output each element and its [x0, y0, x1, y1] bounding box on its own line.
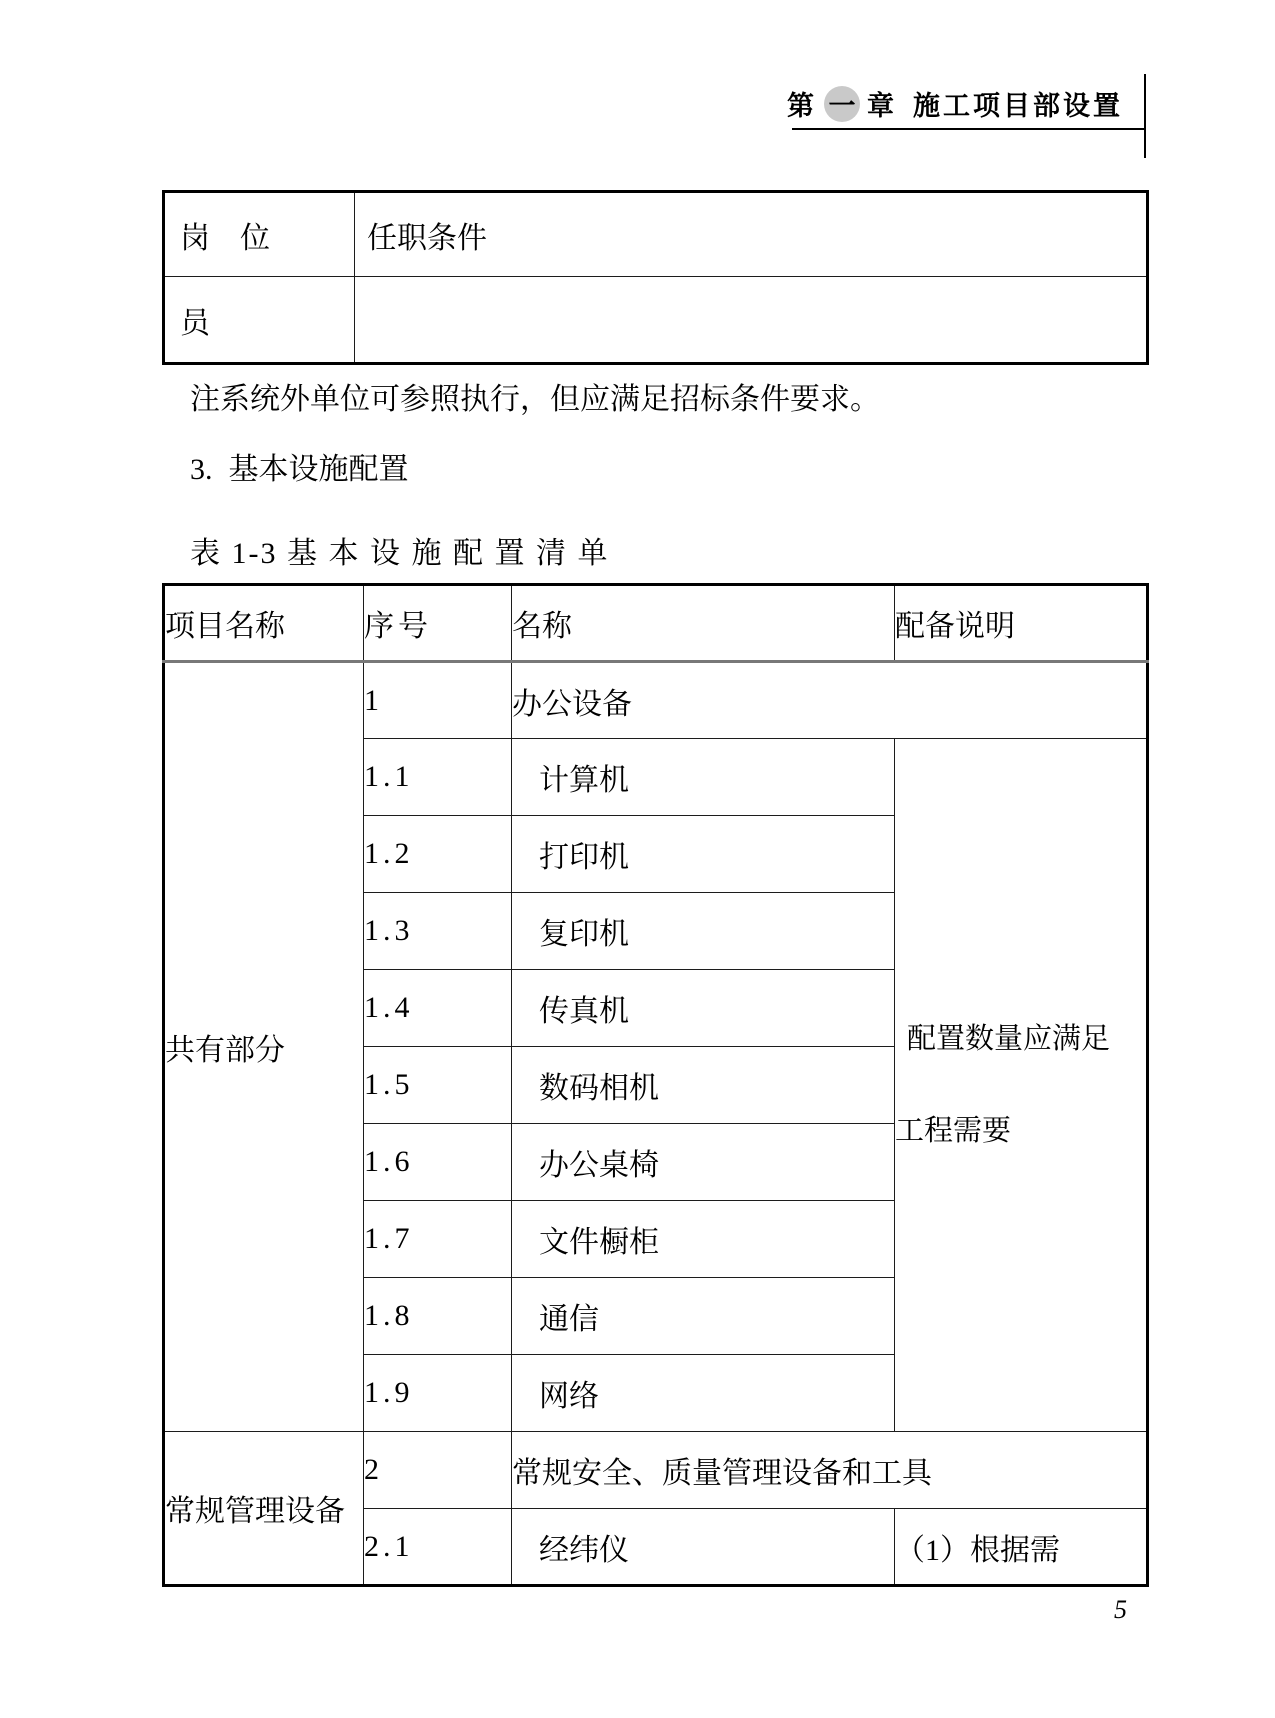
header-horizontal-rule	[792, 128, 1145, 130]
chapter-number-circle	[824, 86, 860, 122]
table-row	[164, 277, 1148, 364]
serial-cell: 1.2	[364, 816, 512, 893]
serial-cell: 2	[364, 1432, 512, 1509]
column-header-project: 项目名称	[164, 585, 364, 662]
qualification-value-cell	[355, 277, 1148, 364]
chapter-prefix: 第	[787, 91, 817, 121]
serial-cell: 1.4	[364, 970, 512, 1047]
category-name-cell: 常规安全、质量管理设备和工具	[512, 1432, 1148, 1509]
chapter-header	[787, 84, 1123, 123]
group-cell: 常规管理设备	[164, 1432, 364, 1586]
name-cell: 办公桌椅	[512, 1124, 895, 1201]
column-header-description: 配备说明	[895, 585, 1148, 662]
page-number: 5	[1114, 1595, 1127, 1624]
serial-cell: 1.5	[364, 1047, 512, 1124]
position-table	[162, 190, 1149, 365]
facility-table	[162, 583, 1149, 1587]
serial-cell: 1	[364, 662, 512, 739]
description-line: 工程需要	[895, 1115, 1012, 1147]
chapter-number: 一	[828, 91, 856, 121]
serial-cell: 1.3	[364, 893, 512, 970]
position-value-cell: 员	[164, 277, 355, 364]
column-header-name: 名称	[512, 585, 895, 662]
name-cell: 网络	[512, 1355, 895, 1432]
table-caption: 表 1-3 基 本 设 施 配 置 清 单	[190, 537, 610, 570]
description-cell: （1）根据需	[895, 1509, 1148, 1586]
serial-cell: 1.8	[364, 1278, 512, 1355]
name-cell: 传真机	[512, 970, 895, 1047]
name-cell: 打印机	[512, 816, 895, 893]
name-cell: 经纬仪	[512, 1509, 895, 1586]
header-vertical-rule	[1144, 74, 1146, 158]
description-merged-cell	[895, 739, 1148, 1432]
serial-cell: 2.1	[364, 1509, 512, 1586]
qualification-header-cell: 任职条件	[355, 192, 1148, 277]
section-title: 基本设施配置	[228, 453, 409, 486]
name-cell: 数码相机	[512, 1047, 895, 1124]
serial-cell: 1.6	[364, 1124, 512, 1201]
section-number: 3.	[190, 453, 213, 486]
table-header-row	[164, 585, 1148, 662]
chapter-suffix: 章	[867, 91, 897, 121]
table-row	[164, 1432, 1148, 1509]
group-cell: 共有部分	[164, 662, 364, 1432]
section-heading	[190, 444, 409, 488]
table-row	[164, 662, 1148, 739]
category-name-cell: 办公设备	[512, 662, 1148, 739]
name-cell: 通信	[512, 1278, 895, 1355]
name-cell: 文件橱柜	[512, 1201, 895, 1278]
serial-cell: 1.9	[364, 1355, 512, 1432]
note-text: 注系统外单位可参照执行，但应满足招标条件要求。	[190, 383, 880, 416]
name-cell: 计算机	[512, 739, 895, 816]
serial-cell: 1.1	[364, 739, 512, 816]
chapter-title: 施工项目部设置	[913, 91, 1123, 121]
table-row	[164, 192, 1148, 277]
position-header-cell: 岗 位	[164, 192, 355, 277]
column-header-no: 序号	[364, 585, 512, 662]
serial-cell: 1.7	[364, 1201, 512, 1278]
description-line: 配置数量应满足	[907, 1023, 1111, 1055]
name-cell: 复印机	[512, 893, 895, 970]
